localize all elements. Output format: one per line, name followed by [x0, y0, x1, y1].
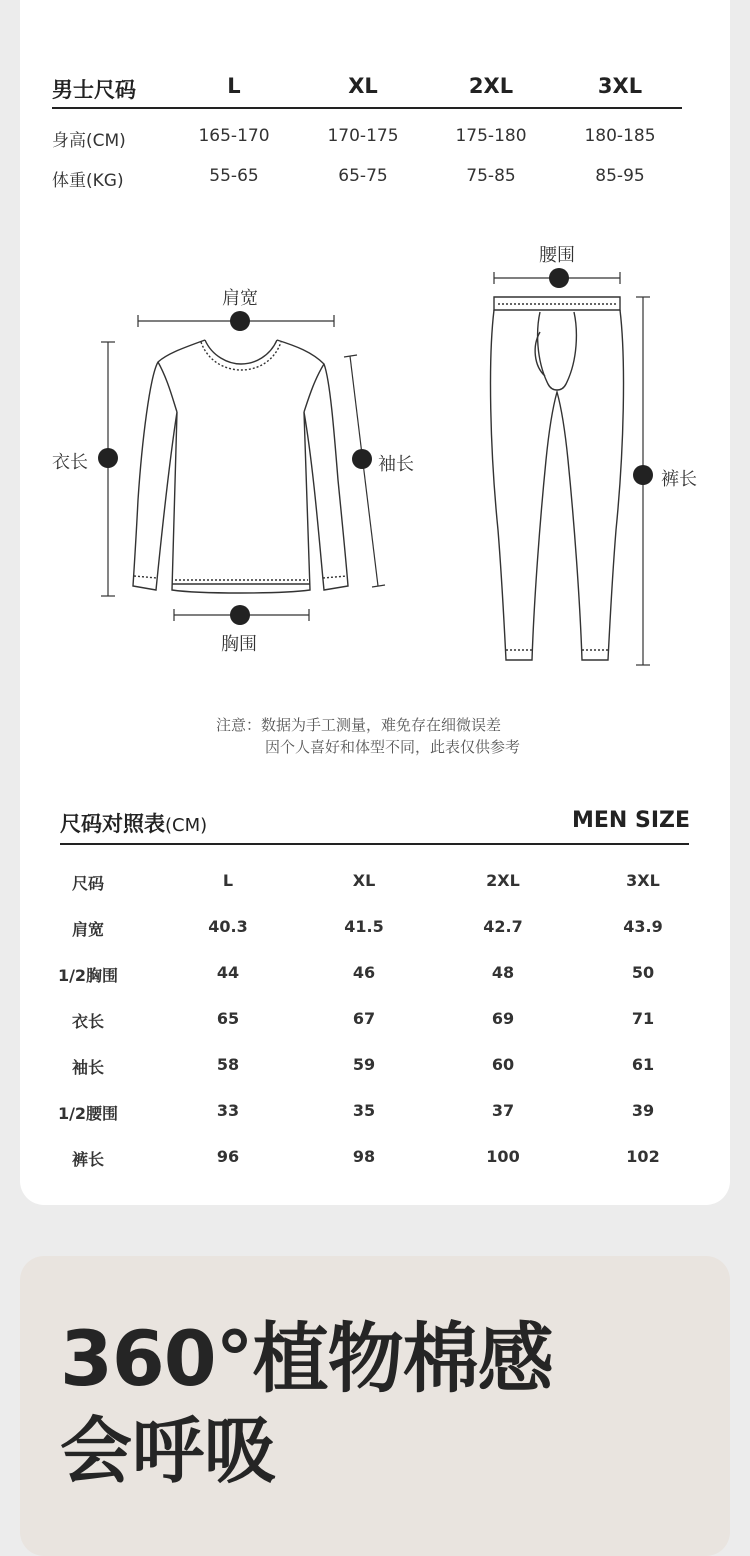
row-label: 袖长: [71, 1058, 104, 1077]
shirt-measure-lines: [101, 315, 385, 621]
table-cell: 98: [352, 1147, 376, 1166]
table-cell: 3XL: [626, 871, 660, 890]
pants-drawing: [491, 297, 624, 660]
label-shoulder-width: 肩宽: [222, 288, 258, 309]
table-row: [60, 1055, 700, 1085]
table-cell: 2XL: [486, 871, 520, 890]
table-cell: 75-85: [466, 166, 516, 186]
header-size-l: L: [227, 74, 241, 98]
table-cell: 85-95: [595, 166, 645, 186]
row-label: 裤长: [71, 1150, 104, 1169]
label-pants-length: 裤长: [661, 469, 697, 490]
table-cell: 96: [216, 1147, 240, 1166]
row-label: 体重(KG): [52, 171, 124, 191]
table-cell: 71: [631, 1009, 655, 1028]
row-label: 尺码: [71, 874, 104, 893]
banner-headline: 360°植物棉感: [60, 1314, 553, 1403]
size-chart-title-text: 尺码对照表: [60, 812, 165, 836]
table-cell: 58: [216, 1055, 240, 1074]
table-cell: 170-175: [327, 126, 399, 146]
measurement-note-line2: 因个人喜好和体型不同，此表仅供参考: [265, 738, 521, 756]
table-cell: 100: [486, 1147, 520, 1166]
banner-subheadline: 会呼吸: [60, 1409, 277, 1493]
garment-measurement-diagram: [0, 0, 750, 700]
shirt-drawing: [133, 340, 348, 593]
size-chart-divider: [60, 843, 689, 845]
table-cell: 46: [352, 963, 376, 982]
table-cell: 40.3: [208, 917, 248, 936]
measurement-note-line1: 注意：数据为手工测量，难免存在细微误差: [216, 716, 502, 734]
row-label: 衣长: [71, 1012, 104, 1031]
row-label: 1/2胸围: [57, 966, 119, 985]
table-cell: 43.9: [623, 917, 663, 936]
table-cell: 65-75: [338, 166, 388, 186]
table-cell: 69: [491, 1009, 515, 1028]
row-label: 身高(CM): [52, 131, 126, 151]
header-size-3xl: 3XL: [597, 74, 643, 98]
table-cell: L: [222, 871, 234, 890]
header-size-2xl: 2XL: [468, 74, 514, 98]
table-row: [57, 1101, 700, 1131]
size-chart-unit: (CM): [165, 815, 208, 836]
label-chest: 胸围: [221, 634, 257, 655]
table-cell: 35: [352, 1101, 376, 1120]
table-cell: 61: [631, 1055, 655, 1074]
header-label: 男士尺码: [52, 78, 136, 102]
size-chart-header-row: [60, 871, 700, 901]
table-cell: 60: [491, 1055, 515, 1074]
pants-measure-lines: [494, 272, 650, 665]
table-row: [60, 1009, 700, 1039]
label-waist: 腰围: [539, 245, 575, 266]
label-garment-length: 衣长: [52, 452, 88, 473]
table-row: [57, 963, 700, 993]
table-cell: 39: [631, 1101, 655, 1120]
table-cell: 33: [216, 1101, 240, 1120]
row-label: 肩宽: [71, 920, 104, 939]
table-row: [60, 1147, 700, 1177]
table-cell: 37: [491, 1101, 515, 1120]
table-cell: 42.7: [483, 917, 523, 936]
table-cell: 175-180: [455, 126, 527, 146]
table-row: [60, 917, 700, 947]
row-label: 1/2腰围: [57, 1104, 119, 1123]
size-chart-subtitle: MEN SIZE: [571, 808, 690, 833]
table-cell: 65: [216, 1009, 240, 1028]
table-cell: 59: [352, 1055, 376, 1074]
table-cell: 50: [631, 963, 655, 982]
table-cell: 180-185: [584, 126, 656, 146]
header-size-xl: XL: [348, 74, 378, 98]
pants-measure-dots: [549, 268, 653, 485]
label-sleeve-length: 袖长: [378, 454, 414, 475]
table-cell: 41.5: [344, 917, 384, 936]
table-cell: 67: [352, 1009, 376, 1028]
table-cell: 102: [626, 1147, 660, 1166]
table-cell: 44: [216, 963, 240, 982]
table-cell: 48: [491, 963, 515, 982]
table-cell: XL: [352, 871, 376, 890]
size-chart-title: [60, 808, 207, 838]
table-cell: 55-65: [209, 166, 259, 186]
shirt-measure-dots: [98, 311, 372, 625]
table-cell: 165-170: [198, 126, 270, 146]
